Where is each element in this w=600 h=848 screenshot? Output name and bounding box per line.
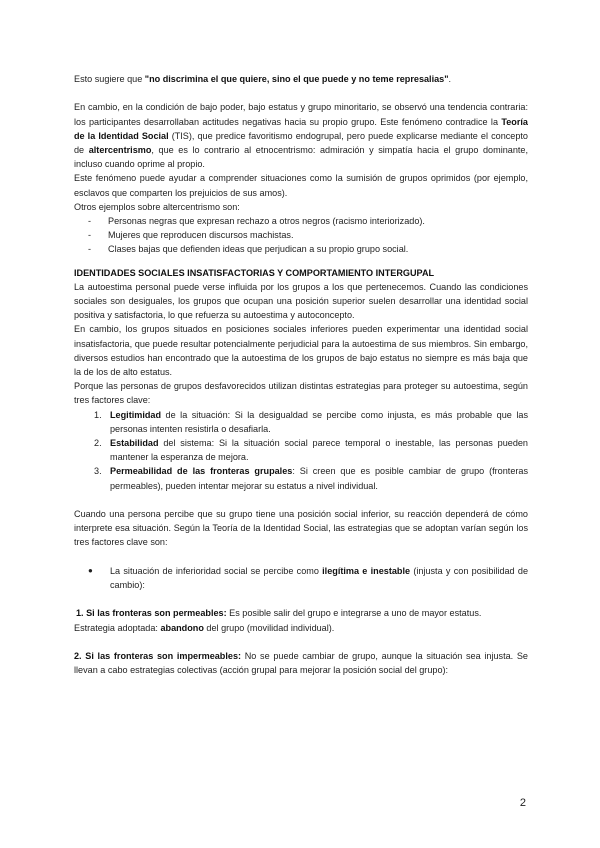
- text-span: , que es lo contrario al etnocentrismo: admiración y simpatía hacia el grupo dominante, incluso cuando oprime al propio.: [74, 145, 528, 170]
- list-item: [88, 564, 528, 592]
- document-page: [74, 72, 528, 677]
- bold-quote: "no discrimina el que quiere, sino el que puede y no teme represalias": [144, 74, 449, 84]
- factor-term: Permeabilidad de las fronteras grupales: [110, 466, 293, 477]
- text-span: Estrategia adoptada:: [74, 622, 161, 633]
- list-item: [94, 436, 528, 464]
- text-span: No se puede cambiar de grupo, aunque la situación sea injusta. Se llevan a cabo estrategias colectivas (acción grupal para mejorar la posición social del grupo):: [74, 651, 528, 676]
- examples-list: [74, 214, 528, 257]
- bold-ilegitima: ilegítima e inestable: [322, 565, 411, 576]
- paragraph-inferior-groups: En cambio, los grupos situados en posiciones sociales inferiores pueden experimentar una identidad social insatisfactoria, que puede resultar potencialmente perjudicial para la autoestima de sus miembros. Sin embargo, diversos estudios han encontrado que la autoestima de los grupos de bajo estatus no siempre es más baja que la de los de alto estatus.: [74, 324, 528, 378]
- paragraph-strategies: Porque las personas de grupos desfavorecidos utilizan distintas estrategias para proteger su autoestima, según tres factores clave:: [74, 381, 528, 406]
- paragraph-low-power: [74, 100, 528, 171]
- bold-tis: Teoría de la Identidad Social: [74, 116, 528, 141]
- paragraph-examples-intro: Otros ejemplos sobre altercentrismo son:: [74, 201, 240, 212]
- section-heading: IDENTIDADES SOCIALES INSATISFACTORIAS Y COMPORTAMIENTO INTERGUPAL: [74, 267, 435, 278]
- bold-label: 2. Si las fronteras son impermeables:: [74, 651, 242, 662]
- text-span: del grupo (movilidad individual).: [203, 622, 335, 633]
- paragraph-permeable: [74, 606, 528, 620]
- list-item: - Personas negras que expresan rechazo a otros negros (racismo interiorizado).: [88, 214, 528, 228]
- text-span: Es posible salir del grupo e integrarse a uno de mayor estatus.: [226, 608, 482, 619]
- list-item: - Mujeres que reproducen discursos machistas.: [88, 228, 528, 242]
- list-item: [94, 464, 528, 492]
- text-span: (TIS), que predice favoritismo endogrupal, pero puede explicarse mediante el concepto de: [74, 130, 528, 155]
- page-number: 2: [519, 797, 526, 809]
- factors-list: [74, 408, 528, 493]
- list-item: [94, 408, 528, 436]
- bold-abandono: abandono: [160, 622, 204, 633]
- factor-term: Estabilidad: [110, 438, 159, 449]
- text-span: : Si creen que es posible cambiar de grupo (fronteras permeables), pueden intentar mejorar su estatus a nivel individual.: [110, 466, 529, 491]
- bullet-list: [74, 564, 528, 592]
- factor-term: Legitimidad: [110, 409, 162, 420]
- text-span: Esto sugiere que: [74, 74, 145, 84]
- list-item: - Clases bajas que defienden ideas que perjudican a su propio grupo social.: [88, 242, 528, 256]
- paragraph-quote: [74, 72, 528, 86]
- paragraph-phenomenon: Este fenómeno puede ayudar a comprender situaciones como la sumisión de grupos oprimidos (por ejemplo, esclavos que comparten los prejuicios de sus amos).: [74, 173, 528, 198]
- bold-label: 1. Si las fronteras son permeables:: [76, 608, 227, 619]
- text-span: del sistema: Si la situación social parece temporal o inestable, las personas pueden mantener la esperanza de mejora.: [110, 438, 528, 463]
- bold-altercentrismo: altercentrismo: [88, 145, 152, 155]
- text-span: La situación de inferioridad social se percibe como: [110, 565, 323, 576]
- text-span: .: [448, 74, 452, 84]
- paragraph-impermeable: [74, 649, 528, 677]
- paragraph-strategy: [74, 621, 528, 635]
- text-span: de la situación: Si la desigualdad se percibe como injusta, es más probable que las personas intenten resistirla o desafiarla.: [110, 409, 528, 434]
- paragraph-self-esteem: La autoestima personal puede verse influida por los grupos a los que pertenecemos. Cuando las condiciones sociales son desiguales, los grupos que ocupan una posición superior suelen desarrollar una identidad social positiva y satisfactoria, lo que refuerza su autoestima y autoconcepto.: [74, 281, 528, 321]
- paragraph-perception: Cuando una persona percibe que su grupo tiene una posición social inferior, su reacción dependerá de cómo interprete esa situación. Según la Teoría de la Identidad Social, las estrategias que se adoptan varían según los tres factores clave son:: [74, 509, 528, 548]
- text-span: (injusta y con posibilidad de cambio):: [110, 565, 528, 591]
- text-span: En cambio, en la condición de bajo poder, bajo estatus y grupo minoritario, se observó una tendencia contraria: los participantes desarrollaban actitudes negativas hacia su propio grupo. Este fenómeno contradice la: [74, 102, 528, 127]
